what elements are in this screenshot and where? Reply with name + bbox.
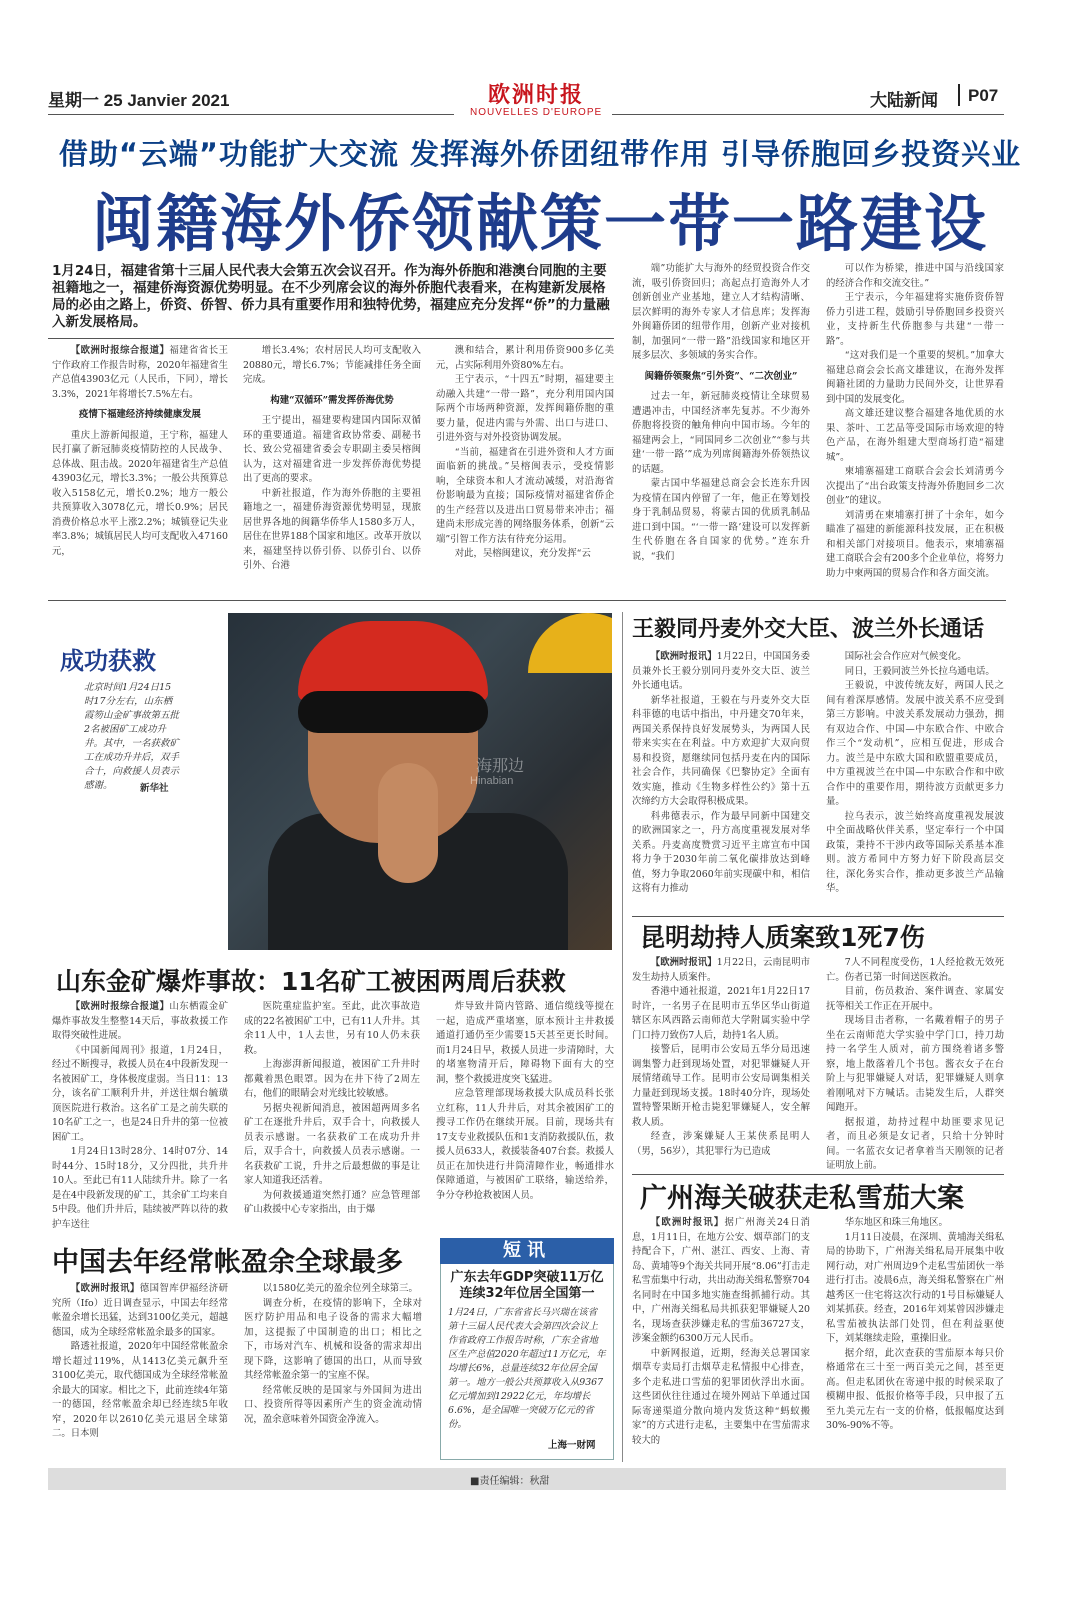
paragraph: 重庆上游新闻报道，王宁称，福建人民打赢了新冠肺炎疫情防控的人民战争、总体战、阻击战。2020年福建省生产总值43903亿元，增长3.3%；一般公共预算总收入5158亿元，增长0.2%；地方一般公共预算收入3078亿元，增长0.9%；居民消费价格总水平上涨2.2%；城镇登记失业率3.8%；城镇居民人均可支配收入47160元， <box>52 429 228 557</box>
subheading: 构建“双循环”需发挥侨海优势 <box>270 394 394 406</box>
paragraph: 应急管理部现场救援大队成员科长张立红称，11人升井后，对其余被困矿工的搜寻工作仍在继续开展。目前，现场共有17支专业救援队伍和1支消防救援队伍，救援人员633人，救援装备407台套。救援人员正在加快进行井筒清障作业，畅通排水保障通道，与被困矿工联络，输送给养，争分夺秒抢救被困人员。 <box>436 1088 614 1201</box>
paragraph: 福建省省长王宁作政府工作报告时称，2020年福建省生产总值43903亿元（人民币，下同），增长3.3%，2021年将增长7.5%左右。 <box>52 345 228 400</box>
paragraph: 可以作为桥梁，推进中国与沿线国家的经济合作和交流交往。” <box>826 263 1004 289</box>
kunming-headline: 昆明劫持人质案致1死7伤 <box>640 923 925 952</box>
customs-column-2 <box>826 1216 1004 1464</box>
paragraph: 高文雄还建议整合福建各地优质的水果、茶叶、工艺品等受国际市场欢迎的特色产品，在海外组建大型商场打造“福建城”。 <box>826 408 1004 463</box>
main-column-5 <box>826 262 1004 594</box>
news-brief-label: 短讯 <box>440 1238 614 1264</box>
photo-watermark: 海那边 <box>476 758 525 775</box>
newspaper-logo: 欧洲时报 <box>488 82 585 108</box>
newspaper-logo-french: NOUVELLES D'EUROPE <box>470 107 603 118</box>
paragraph: 炸导致井筒内管路、通信缆线等搅在一起，造成严重堵塞，原本预计主井救援通道打通仍至少需要15天甚至更长时间。而1月24日早，救援人员进一步清障时，大的堵塞物清开后，障碍物下面有大的空洞，整个救援进度突飞猛进。 <box>436 1001 614 1085</box>
surplus-column-2 <box>244 1282 422 1462</box>
paragraph: 德国智库伊福经济研究所（Ifo）近日调查显示，中国去年经常帐盈余增长迅猛，达到3100亿美元，超越德国，成为全球经常帐盈余最多的国家。 <box>52 1283 228 1338</box>
lead-rule <box>48 338 614 339</box>
wang-column-2 <box>826 650 1004 912</box>
paragraph: 据介绍，此次查获的雪茄原本每只价格通常在三十至一两百美元之间，甚至更高。但走私团伙在寄递中报的时候采取了模糊申报、低报价格等手段，只申报了五至九美元左右一支的价格，低报幅度达到30%-90%不等。 <box>826 1347 1004 1431</box>
paragraph: 调查分析，在疫情的影响下，全球对医疗防护用品和电子设备的需求大幅增加，这提振了中国制造的出口；相比之下，市场对汽车、机械和设备的需求却出现下降，这影响了德国的出口，从而导致其经常帐盈余第一的宝座不保。 <box>244 1297 422 1381</box>
paragraph: 端”功能扩大与海外的经贸投资合作交流，吸引侨资回归；高起点打造海外人才创新创业产业基地，建立人才结构清晰、层次鲜明的海外专家人才信息库；发挥海外闽籍侨团的纽带作用，创新产业对接机制，加强同“一带一路”沿线国家和地区开展多层次、多领域的务实合作。 <box>632 263 810 361</box>
paragraph: 接警后，昆明市公安局五华分局迅速调集警力赶到现场处置，对犯罪嫌疑人开展情绪疏导工作。昆明市公安局调集相关力量赶到现场支援。18时40分许，现场处置特警果断开枪击毙犯罪嫌疑人，安全解救人质。 <box>632 1044 810 1128</box>
paragraph: 《中国新闻周刊》报道，1月24日，经过不断搜寻，救援人员在4中段新发现一名被困矿工，身体极度虚弱。当日11：13分，该名矿工顺利升井，并送往烟台毓璜顶医院进行救治。这名矿工是之前失联的10名矿工之一，也是24日升井的第一位被困矿工。 <box>52 1044 228 1143</box>
main-headline: 闽籍海外侨领献策一带一路建设 <box>91 187 988 260</box>
mine-column-3 <box>436 1000 614 1230</box>
byline-tag: 【欧洲时报讯】 <box>650 1217 725 1228</box>
kunming-column-1 <box>632 956 810 1170</box>
byline-tag: 【欧洲时报讯】 <box>70 1283 140 1294</box>
miner-helmet <box>298 621 488 701</box>
paragraph: 另据央视新闻消息，被困超两周多名矿工在逐批升井后，双手合十，向救援人员表示感谢。一名获救矿工在成功升井后，双手合十，向救援人员表示感谢。一名获救矿工说，升井之后最想做的事是让家人知道我还活着。 <box>244 1102 420 1186</box>
subheading: 闽籍侨领聚焦“引外资”、“二次创业” <box>644 370 798 382</box>
news-brief-title: 广东去年GDP突破11万亿 连续32年位居全国第一 <box>450 1270 604 1301</box>
paragraph: 对此，吴榕闽建议，充分发挥“云 <box>454 548 591 559</box>
paragraph: 中新网报道，近期，经海关总署国家烟草专卖局打击烟草走私情报中心排查，多个走私进口雪茄的犯罪团伙浮出水面。这些团伙往往通过在境外网站下单通过国际寄递渠道分散向境内发货这种“蚂蚁搬家”的方式进行走私，主要集中在雪茄需求较大的 <box>632 1347 810 1446</box>
main-column-1 <box>52 344 228 594</box>
main-kicker: 借助“云端”功能扩大交流 发挥海外侨团纽带作用 引导侨胞回乡投资兴业 <box>58 137 1022 171</box>
eye-mask <box>298 691 488 733</box>
paragraph: 华东地区和珠三角地区。 <box>844 1217 948 1228</box>
kunming-column-2 <box>826 956 1004 1170</box>
paragraph: 经常帐反映的是国家与外国间为进出口、投资所得等因素所产生的资金流动情况，盈余意味着外国资金净流入。 <box>244 1384 422 1425</box>
issue-date: 星期一 25 Janvier 2021 <box>48 91 230 110</box>
praying-hands <box>378 763 438 883</box>
paragraph: 国际社会合作应对气候变化。 <box>844 651 967 662</box>
wang-column-1 <box>632 650 810 912</box>
paragraph: 1月22日，云南昆明市发生劫持人质案件。 <box>632 957 810 983</box>
customs-headline: 广州海关破获走私雪茄大案 <box>640 1183 964 1214</box>
main-column-4 <box>632 262 810 594</box>
paragraph: 目前，伤员救治、案件调查、家属安抚等相关工作正在开展中。 <box>826 986 1004 1012</box>
paragraph: “当前，福建省在引进外资和人才方面面临新的挑战。”吴榕闽表示，受疫情影响，全球资本和人才流动减缓，对沿海省份影响最为直接；国际疫情对福建省侨企的生产经营以及进出口贸易带来冲击；福建尚未形成完善的网络服务体系，创新“云端”引智工作方法有待充分运用。 <box>436 446 614 545</box>
paragraph: 1月11日凌晨，在深圳、黄埔海关缉私局的协助下，广州海关缉私局开展集中收网行动，对广州周边9个走私雪茄团伙一举进行打击。凌晨6点，海关缉私警察在广州越秀区一住宅将这次行动的1号目标嫌疑人刘某抓获。经查，2016年刘某曾因涉嫌走私雪茄被执法部门处罚，但在利益驱使下，刘某继续走险，重操旧业。 <box>826 1231 1004 1344</box>
mine-column-1 <box>52 1000 228 1230</box>
paragraph: 新华社报道，王毅在与丹麦外交大臣科菲德的电话中指出，中丹建交70年来，两国关系保持良好发展势头，为两国人民带来实实在在利益。中方欢迎扩大双向贸易和投资，愿继续同包括丹麦在内的国际社会合作，共同确保《巴黎协定》全面有效实施，推动《生物多样性公约》第十五次缔约方大会取得积极成果。 <box>632 694 810 807</box>
paragraph: 王宁表示，今年福建将实施侨资侨智侨力引进工程，鼓励引导侨胞回乡投资兴业，支持新生代侨胞参与共建“一带一路”。 <box>826 292 1004 347</box>
paragraph: 以1580亿美元的盈余位列全球第三。 <box>262 1283 418 1294</box>
photo-watermark-en: Hinabian <box>470 775 514 787</box>
story-rule <box>632 1174 1004 1175</box>
byline-tag: 【欧洲时报综合报道】 <box>70 1001 170 1012</box>
paragraph: 王宁提出，福建要构建国内国际双循环的重要通道。福建省政协常委、副秘书长、致公党福建省委会专职副主委吴榕闽认为，这对福建省进一步发挥侨海优势提出了更高的要求。 <box>243 415 421 484</box>
byline-tag: 【欧洲时报讯】 <box>650 651 717 662</box>
paragraph: 医院重症监护室。至此，此次事故造成的22名被困矿工中，已有11人升井。其余11人中，1人去世，另有10人仍未获救。 <box>244 1001 420 1056</box>
paragraph: 据报道，劫持过程中劫匪要求见记者，而且必须是女记者，只给十分钟时间。一名蓝衣女记者拿着当天刚领的记者证明放上前。 <box>826 1116 1004 1170</box>
paragraph: 蒙古国中华福建总商会会长连东升因为疫情在国内停留了一年，他正在筹划投身于乳制品贸易，将蒙古国的优质乳制品进口到中国。“‘一带一路’建设可以发挥新生代侨胞在各自国家的优势。”连东升说，“我们 <box>632 478 810 562</box>
paragraph: 同日，王毅同波兰外长拉乌通电话。 <box>844 665 995 677</box>
photo-caption: 北京时间1月24日15时17分左右，山东栖霞笏山金矿事故第五批2名被困矿工成功升井。其中，一名获救矿工在成功升井后，双手合十，向救援人员表示感谢。 <box>84 682 180 791</box>
main-lead: 1月24日，福建省第十三届人民代表大会第五次会议召开。作为海外侨胞和港澳台同胞的主要祖籍地之一，福建侨海资源优势明显。在不少列席会议的海外侨胞代表看来，在构建新发展格局的必由之路上，侨资、侨智、侨力具有重要作用和独特优势，福建应充分发挥“侨”的力量融入新发展格局。 <box>52 263 610 330</box>
paragraph: 王毅说，中波传统友好，两国人民之间有着深厚感情。发展中波关系不应受到第三方影响。中波关系发展动力强劲，拥有双边合作、中国—中东欧合作、中欧合作三个“发动机”，应相互促进，形成合力。波兰是中东欧大国和欧盟重要成员，中方重视波兰在中国—中东欧合作和中欧合作中的重要作用，期待波方贡献更多力量。 <box>826 680 1004 807</box>
header-divider <box>958 84 960 106</box>
column-divider <box>622 612 623 1462</box>
header-rule-right <box>612 114 1004 115</box>
paragraph: 王宁表示，“十四五”时期，福建要主动融入共建“一带一路”，充分利用国内国际两个市场两种资源，发挥闽籍侨胞的重要力量，促进内需与外需、出口与进口、引进外资与对外投资协调发展。 <box>436 374 614 443</box>
paragraph: 路透社报道，2020年中国经常帐盈余增长超过119%，从1413亿美元飙升至3100亿美元，取代德国成为全球经常帐盈余最大的国家。相比之下，此前连续4年第一的德国，经常帐盈余却已经连续5年收窄，2020年以2610亿美元退居全球第二。日本则 <box>52 1341 228 1439</box>
paragraph: “这对我们是一个重要的契机。”加拿大福建总商会会长高文雄建议，在海外发挥闽籍社团的力量助力民间外交，让世界看到中国的发展变化。 <box>826 350 1004 405</box>
news-brief-body: 1月24日，广东省省长马兴瑞在该省第十三届人民代表大会第四次会议上作省政府工作报告时称，广东全省地区生产总值2020年超过11万亿元，年均增长6%，总量连续32年位居全国第一。地方一般公共预算收入从9367亿元增加到12922亿元，年均增长6.6%，是全国唯一突破万亿元的省份。 <box>448 1307 606 1430</box>
paragraph: 据广州海关24日消息，1月11日，在地方公安、烟草部门的支持配合下，广州、湛江、西安、上海、青岛、黄埔等9个海关共同开展“8.06”打击走私雪茄集中行动，共出动海关缉私警察704名同时在中国多地实施查缉抓捕行动。其中，广州海关缉私局共抓获犯罪嫌疑人20名，现场查获涉嫌走私的雪茄36727支，涉案金额约6300万元人民币。 <box>632 1217 810 1344</box>
paragraph: 经查，涉案嫌疑人王某侠系昆明人（男，56岁），其犯罪行为已造成 <box>632 1131 810 1157</box>
main-column-3 <box>436 344 614 594</box>
paragraph: 山东栖霞金矿爆炸事故发生整整14天后，事故救援工作取得突破性进展。 <box>52 1001 228 1041</box>
byline-tag: 【欧洲时报综合报道】 <box>70 345 170 356</box>
paragraph: 科弗德表示，作为最早同新中国建交的欧洲国家之一，丹方高度重视发展对华关系。丹麦高度赞赏习近平主席宣布中国将力争于2030年前二氧化碳排放达到峰值，努力争取2060年前实现碳中和，相信这将有力推动 <box>632 810 810 894</box>
surplus-column-1 <box>52 1282 228 1462</box>
photo-credit: 新华社 <box>140 783 169 794</box>
paragraph: 澳和结合，累计利用侨资900多亿美元，占实际利用外资80%左右。 <box>436 345 614 371</box>
section-rule <box>48 600 1006 601</box>
customs-column-1 <box>632 1216 810 1464</box>
paragraph: 中新社报道，作为海外侨胞的主要祖籍地之一，福建侨海资源优势明显，现旅居世界各地的闽籍华侨华人1580多万人，居住在世界188个国家和地区。改革开放以来，福建坚持以侨引侨、以侨引台、以侨引外、台港 <box>243 487 421 571</box>
paragraph: 现场目击者称，一名戴着帽子的男子坐在云南师范大学实验中学门口，持刀劫持一名学生人质对，前方围绕着诸多警察，地上散落着几个书包。酱衣女子在台阶上与犯罪嫌疑人对话，犯罪嫌疑人则拿着刚吼对下方喊话。击毙发生后，人群突闻跑开。 <box>826 1015 1004 1113</box>
paragraph: 增长3.4%；农村居民人均可支配收入20880元，增长6.7%；节能减排任务全面完成。 <box>243 345 421 385</box>
paragraph: 柬埔寨福建工商联合会会长刘清勇今次提出了“出台政策支持海外侨胞回乡二次创业”的建议。 <box>826 466 1004 506</box>
paragraph: 刘清勇在柬埔寨打拼了十余年，如今瞄准了福建的新能源科技发展，正在积极和相关部门对接项目。他表示，柬埔寨福建工商联合会有200多个企业单位，将努力助力中柬两国的贸易合作和各方面交流。 <box>826 509 1004 579</box>
paragraph: 过去一年，新冠肺炎疫情让全球贸易遭遇冲击，中国经济率先复苏。不少海外侨胞将投资的触角伸向中国市场。今年的福建两会上，“同国同乡二次创业”“参与共建‘一带一路’”成为列席闽籍海外侨领热议的话题。 <box>632 391 810 475</box>
header-rule-left <box>48 114 454 115</box>
main-column-2 <box>243 344 421 594</box>
story-rule <box>632 916 1004 917</box>
byline-tag: 【欧洲时报讯】 <box>650 957 717 968</box>
paragraph: 拉乌表示，波兰始终高度重视发展波中全面战略伙伴关系，坚定奉行一个中国政策，秉持不干涉内政等国际关系基本准则。波方希同中方努力好下阶段高层交往，深化务实合作，推动更多波兰产品输华。 <box>826 810 1004 894</box>
paragraph: 为何救援通道突然打通？应急管理部矿山救援中心专家指出，由于爆 <box>244 1189 420 1215</box>
rescuer-helmet <box>528 613 612 673</box>
photo-caption-title: 成功获救 <box>60 647 156 675</box>
surplus-headline: 中国去年经常帐盈余全球最多 <box>52 1247 403 1278</box>
paragraph: 上海澎湃新闻报道，被困矿工升井时都戴着黑色眼罩。因为在井下待了2周左右，他们的眼睛会对光线比较敏感。 <box>244 1059 420 1099</box>
mine-column-2 <box>244 1000 420 1230</box>
editor-credit: ■责任编辑：秋甜 <box>470 1476 550 1487</box>
paragraph: 7人不同程度受伤，1人经抢救无效死亡。伤者已第一时间送医救治。 <box>826 957 1004 983</box>
news-brief-source: 上海一财网 <box>548 1440 596 1451</box>
paragraph: 香港中通社报道，2021年1月22日17时许，一名男子在昆明市五华区华山街道辖区东风西路云南师范大学附属实验中学门口持刀致伤7人后，劫持1名人质。 <box>632 986 810 1041</box>
wang-yi-headline: 王毅同丹麦外交大臣、波兰外长通话 <box>632 617 985 642</box>
section-name: 大陆新闻 <box>870 91 938 110</box>
paragraph: 1月22日，中国国务委员兼外长王毅分别同丹麦外交大臣、波兰外长通电话。 <box>632 651 810 691</box>
mine-headline: 山东金矿爆炸事故：11名矿工被困两周后获救 <box>56 967 566 996</box>
rescued-miner-photo <box>228 613 612 950</box>
subheading: 疫情下福建经济持续健康发展 <box>79 409 201 420</box>
paragraph: 1月24日13时28分、14时07分、14时44分、15时18分，又分四批，共升井10人。至此已有11人陆续升井。除了一名是在4中段新发现的矿工，其余矿工均来自5中段。他们升井后，陆续被严阵以待的救护车送往 <box>52 1146 228 1230</box>
page-number: P07 <box>968 86 999 105</box>
